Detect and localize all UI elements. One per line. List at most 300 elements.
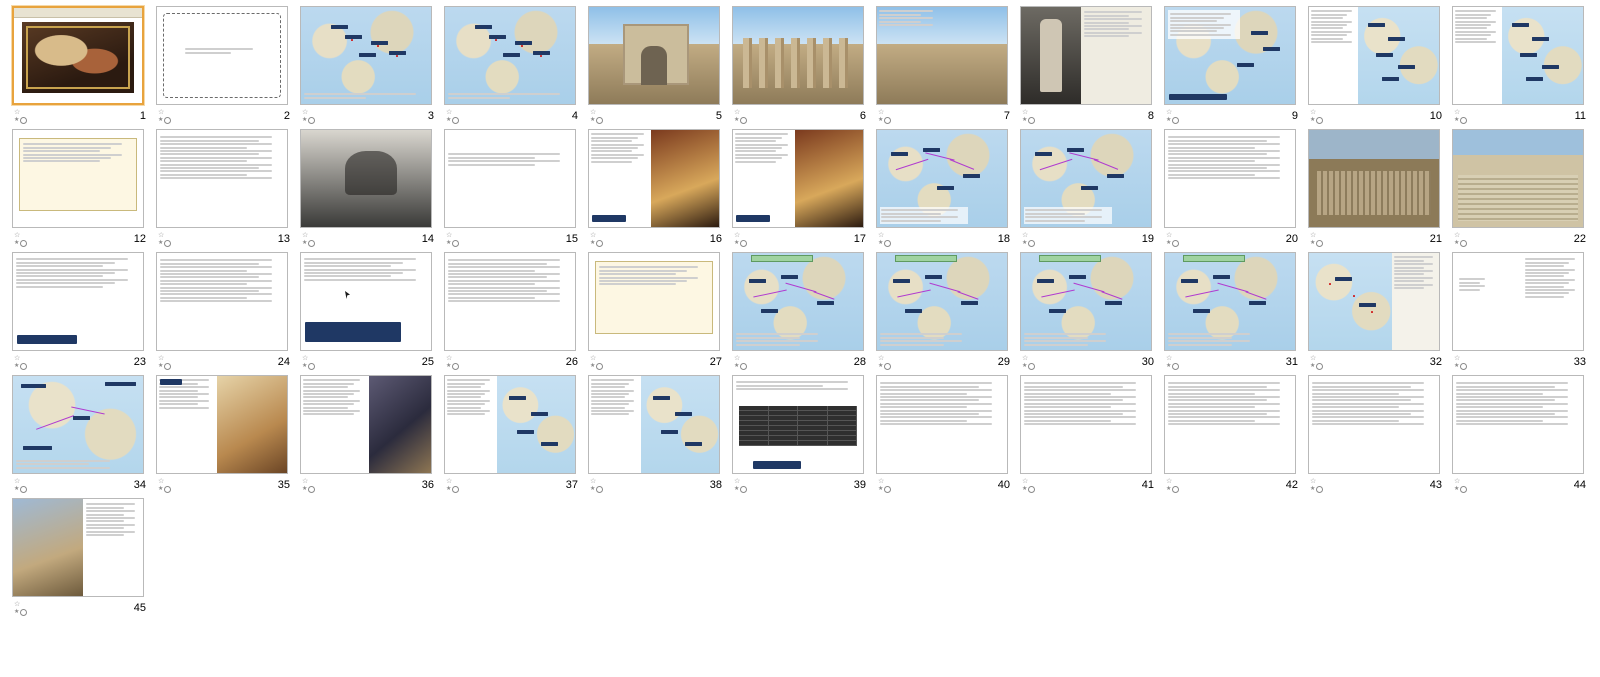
slide-thumbnail[interactable] (444, 375, 576, 474)
slide-badges (1166, 355, 1182, 370)
animation-icon[interactable]: ★ (734, 239, 740, 246)
slide-number: 20 (1285, 233, 1298, 245)
slide-thumbnail-cell[interactable] (732, 6, 872, 127)
text-line (1024, 399, 1123, 401)
slide-thumbnail-cell[interactable] (12, 375, 152, 496)
animation-icon[interactable]: ★ (1310, 485, 1316, 492)
slide-thumbnail-cell[interactable] (876, 252, 1016, 373)
animation-icon[interactable]: ★ (1022, 239, 1028, 246)
slide-thumbnail[interactable] (732, 252, 864, 351)
slide-thumbnail[interactable] (588, 252, 720, 351)
slide-thumbnail[interactable] (300, 6, 432, 105)
transition-icon[interactable]: ☆ (1454, 108, 1461, 116)
timing-icon[interactable] (452, 240, 459, 247)
animation-icon[interactable]: ★ (878, 362, 884, 369)
animation-icon[interactable]: ★ (446, 362, 452, 369)
slide-text (1309, 376, 1439, 428)
text-line (16, 282, 115, 284)
map-label (1081, 186, 1098, 190)
animation-icon[interactable]: ★ (1454, 116, 1460, 123)
slide-meta (156, 105, 296, 127)
text-line (881, 220, 941, 222)
slide-thumbnail-cell[interactable] (876, 375, 1016, 496)
animation-icon[interactable]: ★ (1310, 362, 1316, 369)
painting-image (651, 130, 719, 227)
slide-thumbnail-cell[interactable] (156, 129, 296, 250)
animation-icon[interactable]: ★ (302, 362, 308, 369)
timing-icon[interactable] (308, 240, 315, 247)
text-line (1025, 220, 1085, 222)
slide-thumbnail-cell[interactable] (1020, 129, 1160, 250)
timing-icon[interactable] (884, 486, 891, 493)
text-line (1525, 282, 1569, 284)
painting-image (369, 376, 431, 473)
slide-thumbnail[interactable] (300, 375, 432, 474)
animation-icon[interactable]: ★ (878, 116, 884, 123)
slide-thumbnail[interactable] (1020, 6, 1152, 105)
transition-icon[interactable]: ☆ (1022, 231, 1029, 239)
timing-icon[interactable] (452, 117, 459, 124)
slide-thumbnail-cell[interactable] (156, 6, 296, 127)
transition-icon[interactable]: ☆ (14, 108, 21, 116)
transition-icon[interactable]: ☆ (1022, 477, 1029, 485)
slide-thumbnail-cell[interactable] (588, 129, 728, 250)
timing-icon[interactable] (20, 117, 27, 124)
text-line (1168, 333, 1250, 335)
transition-icon[interactable]: ☆ (590, 108, 597, 116)
photo-image (1453, 130, 1583, 227)
map-label (1526, 77, 1543, 81)
slide-badges (1454, 232, 1470, 247)
timing-icon[interactable] (1460, 117, 1467, 124)
slide-thumbnail[interactable] (1020, 375, 1152, 474)
transition-icon[interactable]: ☆ (878, 477, 885, 485)
timing-icon[interactable] (1028, 117, 1035, 124)
slide-meta (876, 474, 1016, 496)
transition-icon[interactable]: ☆ (1166, 108, 1173, 116)
timing-icon[interactable] (20, 240, 27, 247)
animation-icon[interactable]: ★ (1166, 239, 1172, 246)
transition-icon[interactable]: ☆ (446, 231, 453, 239)
animation-icon[interactable]: ★ (446, 239, 452, 246)
timing-icon[interactable] (596, 486, 603, 493)
transition-icon[interactable]: ☆ (1310, 231, 1317, 239)
animation-icon[interactable]: ★ (1022, 485, 1028, 492)
slide-thumbnail[interactable] (1020, 252, 1152, 351)
transition-icon[interactable]: ☆ (302, 354, 309, 362)
slide-thumbnail-cell[interactable] (1452, 252, 1592, 373)
text-line (160, 300, 272, 302)
slide-number: 25 (421, 356, 434, 368)
slide-thumbnail-cell[interactable] (1452, 6, 1592, 127)
map-label (1237, 63, 1254, 67)
timing-icon[interactable] (1460, 363, 1467, 370)
slide-thumbnail[interactable] (12, 252, 144, 351)
timing-icon[interactable] (740, 363, 747, 370)
map-image (497, 376, 575, 473)
transition-icon[interactable]: ☆ (446, 354, 453, 362)
transition-icon[interactable]: ☆ (734, 108, 741, 116)
slide-thumbnail[interactable] (156, 6, 288, 105)
text-line (591, 396, 625, 398)
caption (736, 332, 827, 347)
animation-icon[interactable]: ★ (14, 608, 20, 615)
slide-thumbnail-cell[interactable] (1020, 252, 1160, 373)
timing-icon[interactable] (308, 486, 315, 493)
timing-icon[interactable] (740, 117, 747, 124)
timing-icon[interactable] (1172, 486, 1179, 493)
slide-thumbnail[interactable] (876, 6, 1008, 105)
slide-number: 41 (1141, 479, 1154, 491)
transition-icon[interactable]: ☆ (158, 231, 165, 239)
transition-icon[interactable]: ☆ (590, 477, 597, 485)
timing-icon[interactable] (164, 117, 171, 124)
animation-icon[interactable]: ★ (878, 239, 884, 246)
slide-meta (300, 228, 440, 250)
timing-icon[interactable] (1316, 363, 1323, 370)
transition-icon[interactable]: ☆ (14, 354, 21, 362)
text-line (1525, 269, 1574, 271)
slide-thumbnail[interactable] (1452, 375, 1584, 474)
transition-icon[interactable]: ☆ (734, 231, 741, 239)
transition-icon[interactable]: ☆ (302, 108, 309, 116)
slide-thumbnail[interactable] (444, 129, 576, 228)
slide-thumbnail-cell[interactable] (300, 252, 440, 373)
transition-icon[interactable]: ☆ (1166, 477, 1173, 485)
timing-icon[interactable] (164, 486, 171, 493)
animation-icon[interactable]: ★ (590, 362, 596, 369)
slide-thumbnail[interactable] (1308, 129, 1440, 228)
slide-thumbnail[interactable] (300, 129, 432, 228)
transition-icon[interactable]: ☆ (734, 354, 741, 362)
slide-thumbnail-cell[interactable] (1308, 252, 1448, 373)
animation-icon[interactable]: ★ (158, 116, 164, 123)
text-line (599, 273, 676, 275)
text-line (1025, 209, 1102, 211)
slide-thumbnail[interactable] (12, 129, 144, 228)
text-line (448, 297, 535, 299)
timing-icon[interactable] (740, 486, 747, 493)
transition-icon[interactable]: ☆ (158, 108, 165, 116)
text-line (735, 144, 788, 146)
slide-meta (876, 228, 1016, 250)
timing-icon[interactable] (1460, 486, 1467, 493)
text-line (1394, 284, 1433, 286)
timing-icon[interactable] (884, 363, 891, 370)
slide-text (157, 376, 217, 473)
slide-thumbnail[interactable] (732, 375, 864, 474)
slide-number: 35 (277, 479, 290, 491)
slide-thumbnail-cell[interactable] (588, 375, 728, 496)
animation-icon[interactable]: ★ (14, 116, 20, 123)
animation-icon[interactable]: ★ (590, 116, 596, 123)
animation-icon[interactable]: ★ (1454, 239, 1460, 246)
slide-thumbnail-cell[interactable] (1452, 129, 1592, 250)
transition-icon[interactable]: ☆ (302, 231, 309, 239)
slide-thumbnail-cell[interactable] (444, 375, 584, 496)
slide-thumbnail-cell[interactable] (300, 6, 440, 127)
decorative-border (163, 13, 281, 98)
text-line (1455, 41, 1496, 43)
text-line (1459, 289, 1480, 291)
slide-thumbnail[interactable] (444, 252, 576, 351)
text-line (86, 507, 124, 509)
slide-thumbnail[interactable] (1452, 129, 1584, 228)
transition-icon[interactable]: ☆ (1454, 231, 1461, 239)
slide-thumbnail[interactable] (588, 129, 720, 228)
animation-icon[interactable]: ★ (302, 485, 308, 492)
timing-icon[interactable] (596, 240, 603, 247)
slide-text (733, 130, 795, 227)
slide-thumbnail-cell[interactable] (1308, 375, 1448, 496)
text-line (1168, 140, 1267, 142)
timing-icon[interactable] (164, 363, 171, 370)
transition-icon[interactable]: ☆ (1166, 231, 1173, 239)
animation-icon[interactable]: ★ (1310, 239, 1316, 246)
slide-thumbnail[interactable] (156, 129, 288, 228)
slide-meta (1308, 351, 1448, 373)
slide-thumbnail-cell[interactable] (1020, 375, 1160, 496)
animation-icon[interactable]: ★ (158, 239, 164, 246)
transition-icon[interactable]: ☆ (1022, 354, 1029, 362)
slide-thumbnail[interactable] (12, 375, 144, 474)
slide-thumbnail[interactable] (12, 498, 144, 597)
animation-icon[interactable]: ★ (302, 239, 308, 246)
timing-icon[interactable] (452, 363, 459, 370)
animation-icon[interactable]: ★ (734, 116, 740, 123)
slide-thumbnail-cell[interactable] (1308, 129, 1448, 250)
transition-icon[interactable]: ☆ (14, 231, 21, 239)
slide-thumbnail[interactable] (12, 6, 144, 105)
slide-badges (1022, 232, 1038, 247)
slide-badges (302, 355, 318, 370)
timing-icon[interactable] (20, 609, 27, 616)
slide-thumbnail[interactable] (1164, 252, 1296, 351)
slide-number: 5 (715, 110, 722, 122)
transition-icon[interactable]: ☆ (1310, 477, 1317, 485)
transition-icon[interactable]: ☆ (14, 477, 21, 485)
timing-icon[interactable] (884, 240, 891, 247)
timing-icon[interactable] (1460, 240, 1467, 247)
slide-thumbnail-cell[interactable] (1164, 375, 1304, 496)
slide-thumbnail-cell[interactable] (588, 6, 728, 127)
animation-icon[interactable]: ★ (446, 116, 452, 123)
timing-icon[interactable] (1316, 117, 1323, 124)
timing-icon[interactable] (596, 363, 603, 370)
transition-icon[interactable]: ☆ (1166, 354, 1173, 362)
animation-icon[interactable]: ★ (1166, 362, 1172, 369)
timing-icon[interactable] (884, 117, 891, 124)
text-line (880, 340, 962, 342)
slide-badges (1454, 109, 1470, 124)
slide-thumbnail[interactable] (588, 6, 720, 105)
timing-icon[interactable] (1316, 486, 1323, 493)
slide-thumbnail-cell[interactable] (876, 129, 1016, 250)
slide-thumbnail[interactable] (1164, 6, 1296, 105)
slide-thumbnail[interactable] (1308, 6, 1440, 105)
animation-icon[interactable]: ★ (734, 362, 740, 369)
timing-icon[interactable] (596, 117, 603, 124)
transition-icon[interactable]: ☆ (446, 108, 453, 116)
slide-thumbnail-cell[interactable] (12, 252, 152, 373)
transition-icon[interactable]: ☆ (302, 477, 309, 485)
animation-icon[interactable]: ★ (1454, 362, 1460, 369)
animation-icon[interactable]: ★ (590, 485, 596, 492)
text-line (160, 160, 247, 162)
timing-icon[interactable] (1172, 117, 1179, 124)
text-line (86, 524, 134, 526)
transition-icon[interactable]: ☆ (1454, 354, 1461, 362)
slide-thumbnail-cell[interactable] (588, 252, 728, 373)
slide-thumbnail[interactable] (732, 6, 864, 105)
slide-thumbnail[interactable] (1164, 129, 1296, 228)
slide-thumbnail-cell[interactable] (300, 129, 440, 250)
timing-icon[interactable] (1028, 240, 1035, 247)
text-line (735, 147, 782, 149)
transition-icon[interactable]: ☆ (14, 600, 21, 608)
animation-icon[interactable]: ★ (1022, 116, 1028, 123)
slide-thumbnail[interactable] (1452, 6, 1584, 105)
slide-thumbnail[interactable] (156, 375, 288, 474)
map-label (509, 396, 526, 400)
slide-meta (1164, 351, 1304, 373)
animation-icon[interactable]: ★ (734, 485, 740, 492)
transition-icon[interactable]: ☆ (878, 354, 885, 362)
transition-icon[interactable]: ☆ (158, 354, 165, 362)
timing-icon[interactable] (1028, 486, 1035, 493)
text-line (1024, 382, 1136, 384)
animation-icon[interactable]: ★ (1310, 116, 1316, 123)
animation-icon[interactable]: ★ (14, 239, 20, 246)
timing-icon[interactable] (1316, 240, 1323, 247)
painting-image (22, 22, 134, 93)
transition-icon[interactable]: ☆ (1454, 477, 1461, 485)
text-line (1168, 413, 1267, 415)
timing-icon[interactable] (20, 486, 27, 493)
animation-icon[interactable]: ★ (1022, 362, 1028, 369)
slide-thumbnail[interactable] (156, 252, 288, 351)
slide-thumbnail-cell[interactable] (876, 6, 1016, 127)
text-line (303, 410, 360, 412)
slide-thumbnail-cell[interactable] (1452, 375, 1592, 496)
animation-icon[interactable]: ★ (158, 362, 164, 369)
slide-thumbnail-cell[interactable] (12, 6, 152, 127)
timing-icon[interactable] (20, 363, 27, 370)
animation-icon[interactable]: ★ (14, 362, 20, 369)
text-line (1170, 27, 1224, 29)
text-line (160, 276, 259, 278)
animation-icon[interactable]: ★ (446, 485, 452, 492)
slide-thumbnail[interactable] (1020, 129, 1152, 228)
text-line (23, 143, 122, 145)
slide-thumbnail[interactable] (444, 6, 576, 105)
animation-icon[interactable]: ★ (302, 116, 308, 123)
slide-thumbnail[interactable] (1164, 375, 1296, 474)
animation-icon[interactable]: ★ (878, 485, 884, 492)
map-image (1309, 253, 1392, 350)
slide-thumbnail-cell[interactable] (12, 129, 152, 250)
animation-icon[interactable]: ★ (1166, 485, 1172, 492)
transition-icon[interactable]: ☆ (446, 477, 453, 485)
slide-thumbnail-cell[interactable] (156, 252, 296, 373)
transition-icon[interactable]: ☆ (734, 477, 741, 485)
timing-icon[interactable] (452, 486, 459, 493)
text-line (881, 209, 958, 211)
transition-icon[interactable]: ☆ (1022, 108, 1029, 116)
timing-icon[interactable] (1172, 363, 1179, 370)
slide-thumbnail[interactable] (1308, 252, 1440, 351)
text-line (1024, 386, 1123, 388)
slide-thumbnail[interactable] (300, 252, 432, 351)
map-label (653, 396, 670, 400)
timing-icon[interactable] (740, 240, 747, 247)
animation-icon[interactable]: ★ (590, 239, 596, 246)
slide-thumbnail[interactable] (876, 129, 1008, 228)
transition-icon[interactable]: ☆ (1310, 108, 1317, 116)
slide-badges (158, 232, 174, 247)
slide-thumbnail-cell[interactable] (1020, 6, 1160, 127)
slide-thumbnail-cell[interactable] (444, 129, 584, 250)
text-line (304, 97, 366, 99)
transition-icon[interactable]: ☆ (1310, 354, 1317, 362)
slide-thumbnail-cell[interactable] (156, 375, 296, 496)
slide-thumbnail[interactable] (588, 375, 720, 474)
timing-icon[interactable] (308, 363, 315, 370)
slide-meta (732, 351, 872, 373)
slide-thumbnail[interactable] (876, 375, 1008, 474)
transition-icon[interactable]: ☆ (590, 231, 597, 239)
transition-icon[interactable]: ☆ (158, 477, 165, 485)
slide-thumbnail[interactable] (1308, 375, 1440, 474)
animation-icon[interactable]: ★ (1166, 116, 1172, 123)
map-label (963, 174, 980, 178)
slide-meta (12, 228, 152, 250)
slide-thumbnail-cell[interactable] (1164, 6, 1304, 127)
slide-thumbnail-cell[interactable] (1308, 6, 1448, 127)
text-line (448, 160, 560, 162)
slide-thumbnail[interactable] (1452, 252, 1584, 351)
slide-thumbnail-cell[interactable] (300, 375, 440, 496)
slide-thumbnail-cell[interactable] (12, 498, 152, 619)
slide-thumbnail-cell[interactable] (1164, 129, 1304, 250)
animation-icon[interactable]: ★ (14, 485, 20, 492)
timing-icon[interactable] (308, 117, 315, 124)
slide-thumbnail-cell[interactable] (732, 375, 872, 496)
painting-image (13, 499, 83, 596)
animation-icon[interactable]: ★ (1454, 485, 1460, 492)
animation-icon[interactable]: ★ (158, 485, 164, 492)
slide-thumbnail-cell[interactable] (732, 252, 872, 373)
slide-thumbnail-cell[interactable] (444, 252, 584, 373)
slide-thumbnail[interactable] (732, 129, 864, 228)
slide-badges (14, 355, 30, 370)
slide-thumbnail-cell[interactable] (732, 129, 872, 250)
slide-thumbnail-cell[interactable] (1164, 252, 1304, 373)
text-line (591, 144, 644, 146)
map-label (905, 309, 922, 313)
slide-number: 29 (997, 356, 1010, 368)
text-line (16, 279, 128, 281)
slide-thumbnail[interactable] (876, 252, 1008, 351)
transition-icon[interactable]: ☆ (878, 231, 885, 239)
transition-icon[interactable]: ☆ (878, 108, 885, 116)
text-line (879, 10, 933, 12)
timing-icon[interactable] (1028, 363, 1035, 370)
timing-icon[interactable] (1172, 240, 1179, 247)
timing-icon[interactable] (164, 240, 171, 247)
slide-thumbnail-cell[interactable] (444, 6, 584, 127)
transition-icon[interactable]: ☆ (590, 354, 597, 362)
